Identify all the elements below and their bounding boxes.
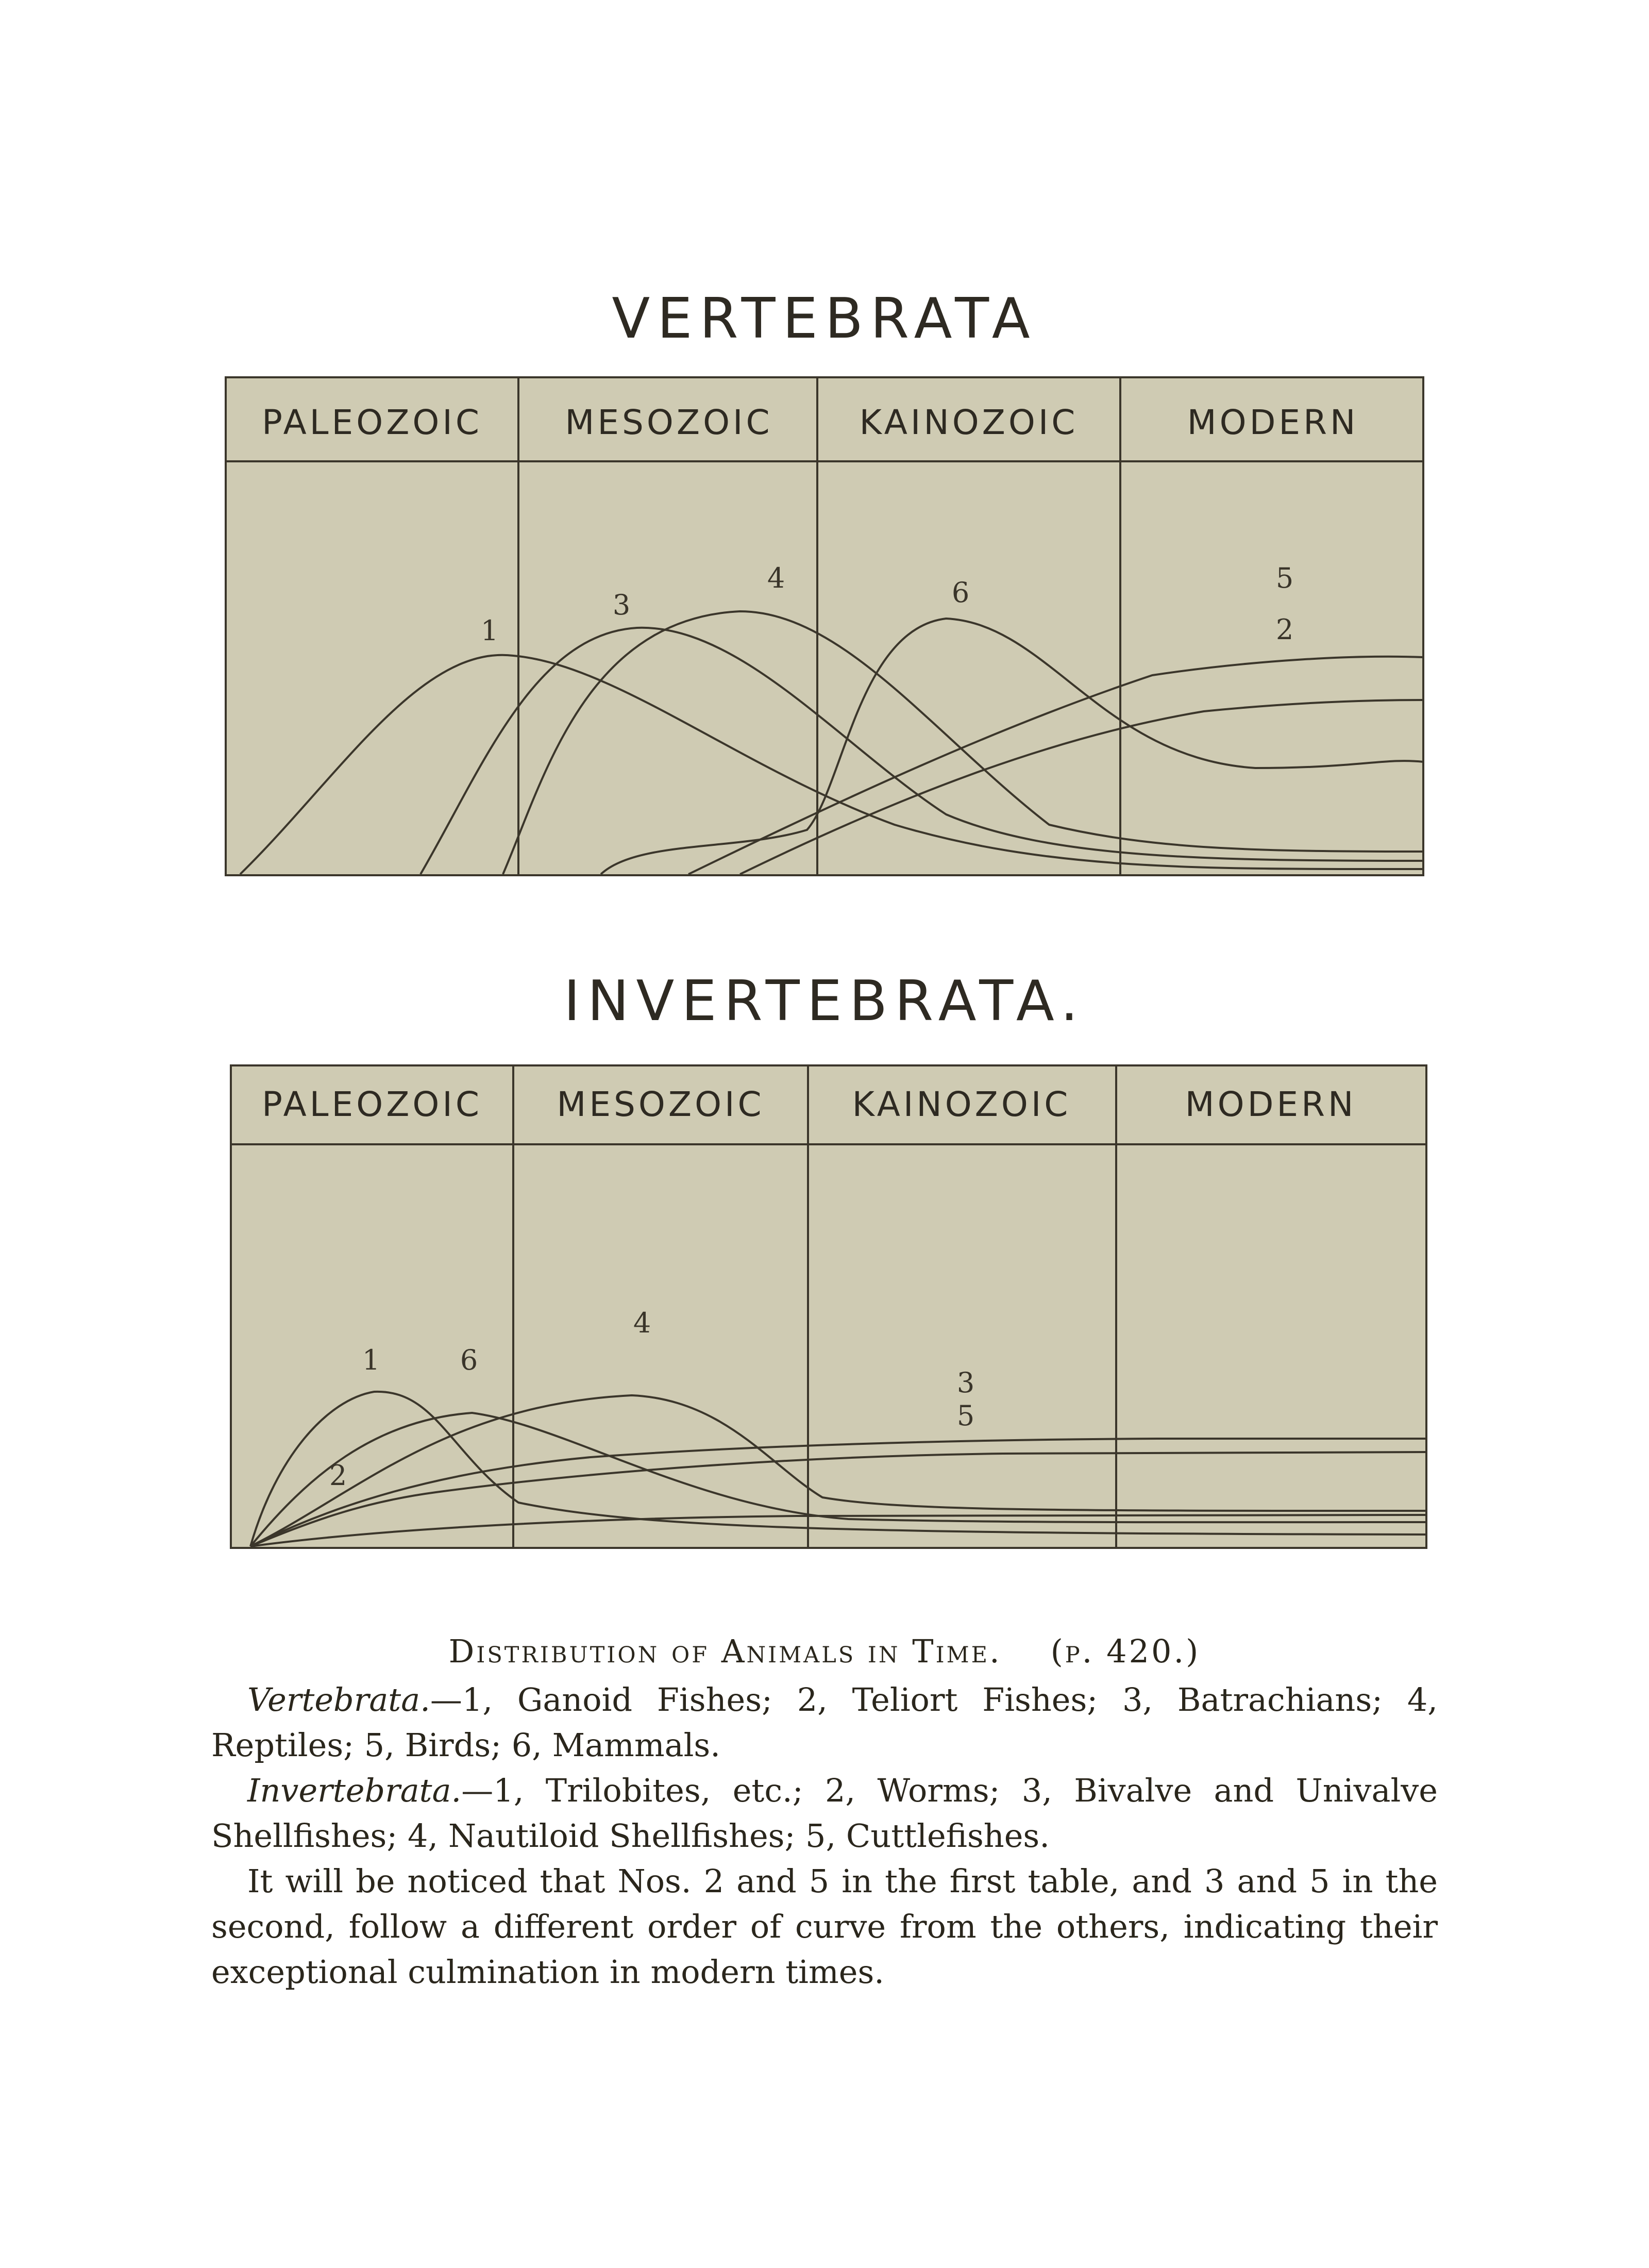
era-label-modern: MODERN <box>1185 1085 1357 1124</box>
caption-note: It will be noticed that Nos. 2 and 5 in the first table, and 3 and 5 in the second, follow a different order of curve from the others, indicating their exceptional culmination in modern times. <box>211 1862 1438 1991</box>
invertebrata-curve-label-3: 3 <box>956 1366 975 1399</box>
era-label-paleozoic: PALEOZOIC <box>262 1085 482 1124</box>
invertebrata-chart <box>230 1064 1427 1549</box>
invertebrata-curve-label-2: 2 <box>329 1459 347 1492</box>
vertebrata-curve-label-6: 6 <box>951 576 970 609</box>
era-label-kainozoic: KAINOZOIC <box>859 403 1079 442</box>
vertebrata-title: VERTEBRATA <box>612 287 1037 351</box>
era-label-modern: MODERN <box>1187 403 1359 442</box>
era-label-mesozoic: MESOZOIC <box>565 403 773 442</box>
vertebrata-curve-label-2: 2 <box>1275 613 1294 646</box>
caption-invertebrata-text: —1, Trilobites, etc.; 2, Worms; 3, Bivalve and Univalve Shellfishes; 4, Nautiloid Shellfishes; 5, Cuttlefishes. <box>211 1772 1438 1855</box>
invertebrata-curve-label-6: 6 <box>460 1344 478 1376</box>
era-label-paleozoic: PALEOZOIC <box>262 403 482 442</box>
era-label-mesozoic: MESOZOIC <box>557 1085 765 1124</box>
caption-invertebrata-key <box>211 1768 1438 1859</box>
invertebrata-curve-label-1: 1 <box>362 1344 380 1376</box>
caption-title: Distribution of Animals in Time. <box>448 1632 1002 1670</box>
vertebrata-curve-label-1: 1 <box>480 614 499 647</box>
caption-vertebrata-head: Vertebrata. <box>247 1681 430 1719</box>
caption-vertebrata-key <box>211 1677 1438 1768</box>
caption-invertebrata-head: Invertebrata. <box>247 1772 462 1809</box>
vertebrata-curve-label-4: 4 <box>767 562 785 594</box>
vertebrata-curve-label-3: 3 <box>612 589 631 621</box>
caption-vertebrata-text: —1, Ganoid Fishes; 2, Teliort Fishes; 3, Batrachians; 4, Reptiles; 5, Birds; 6, Mammals. <box>211 1681 1438 1764</box>
figure-caption <box>211 1629 1438 1995</box>
caption-page-ref: (p. 420.) <box>1050 1632 1201 1670</box>
invertebrata-curve-label-5: 5 <box>956 1399 975 1432</box>
caption-title-line <box>211 1629 1438 1674</box>
invertebrata-title: INVERTEBRATA. <box>563 969 1086 1033</box>
era-label-kainozoic: KAINOZOIC <box>852 1085 1071 1124</box>
invertebrata-curve-label-4: 4 <box>633 1307 651 1339</box>
vertebrata-curve-label-5: 5 <box>1275 562 1294 594</box>
invertebrata-chart-frame <box>231 1065 1426 1548</box>
vertebrata-chart <box>225 376 1424 876</box>
